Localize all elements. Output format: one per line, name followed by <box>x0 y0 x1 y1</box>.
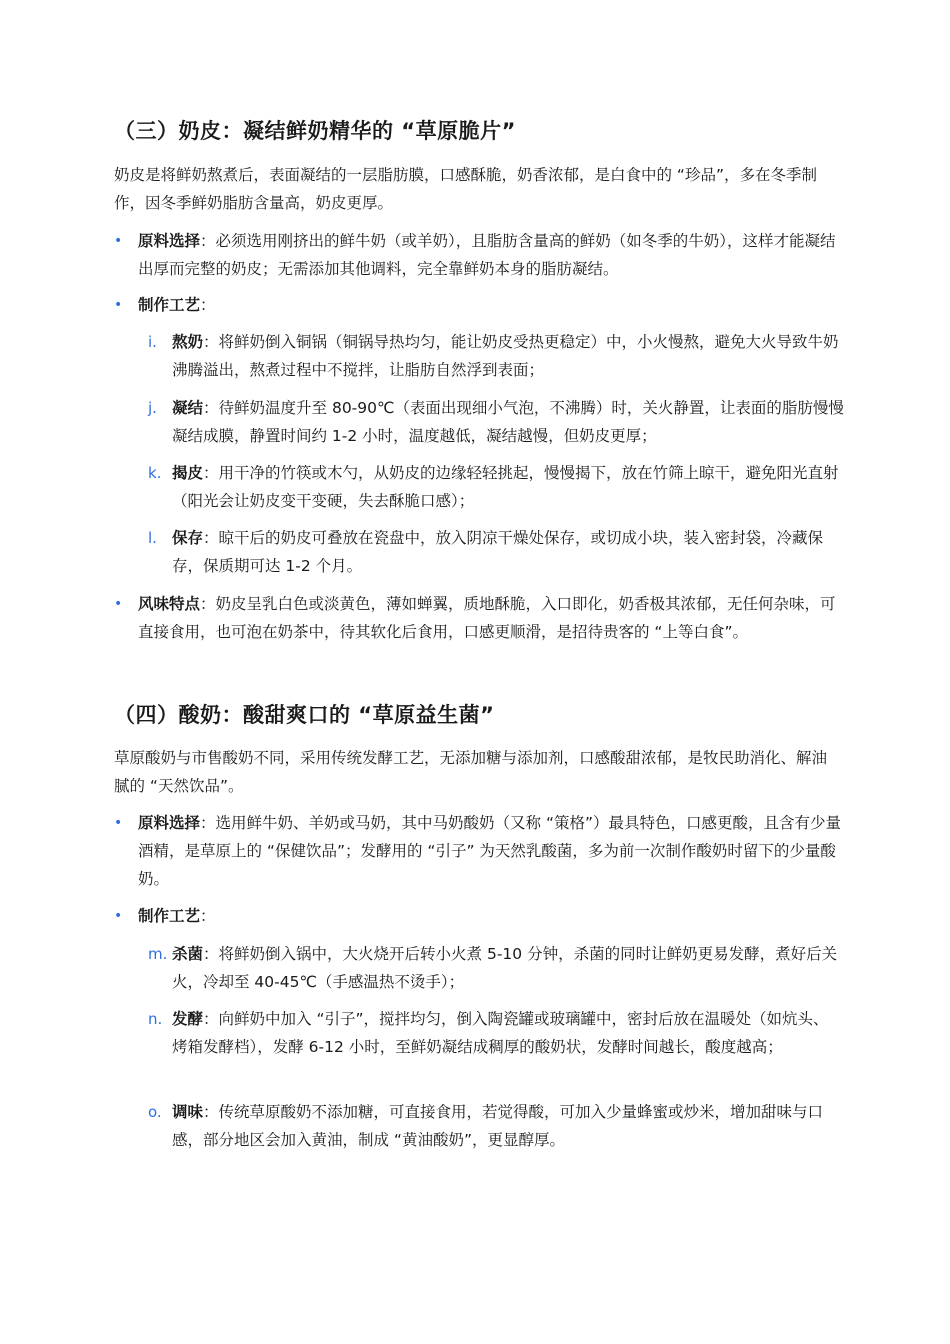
step-separator: ： <box>203 945 219 963</box>
bullet-dot-icon: • <box>114 297 123 313</box>
step-separator: ： <box>203 529 219 547</box>
step-label: 发酵 <box>172 1010 204 1028</box>
step-marker: n. <box>148 1010 163 1028</box>
step-marker: m. <box>148 945 168 963</box>
bullet-separator: ： <box>200 232 216 250</box>
step-marker: o. <box>148 1103 162 1121</box>
step-label: 保存 <box>172 529 204 547</box>
bullet-dot-icon: • <box>114 815 123 831</box>
bullet-label: 风味特点 <box>138 595 201 613</box>
step-label: 熬奶 <box>172 333 204 351</box>
step-separator: ： <box>203 1010 219 1028</box>
bullet-dot-icon: • <box>114 233 123 249</box>
step-separator: ： <box>203 1103 219 1121</box>
step-separator: ： <box>203 333 219 351</box>
bullet-label: 原料选择 <box>138 814 201 832</box>
bullet-dot-icon: • <box>114 596 123 612</box>
step-text: 将鲜奶倒入铜锅（铜锅导热均匀，能让奶皮受热更稳定）中，小火慢熬，避免大火导致牛奶沸腾溢出，熬煮过程中不搅拌，让脂肪自然浮到表面； <box>172 333 839 379</box>
bullet-text: 必须选用刚挤出的鲜牛奶（或羊奶），且脂肪含量高的鲜奶（如冬季的牛奶），这样才能凝结出厚而完整的奶皮；无需添加其他调料，完全靠鲜奶本身的脂肪凝结。 <box>138 232 836 278</box>
bullet-label: 制作工艺 <box>138 296 201 314</box>
step-label: 调味 <box>172 1103 204 1121</box>
step-text: 传统草原酸奶不添加糖，可直接食用，若觉得酸，可加入少量蜂蜜或炒米，增加甜味与口感，部分地区会加入黄油，制成 “黄油酸奶”，更显醇厚。 <box>172 1103 824 1149</box>
bullet-label: 制作工艺 <box>138 907 201 925</box>
step-separator: ： <box>203 399 219 417</box>
step-marker: l. <box>148 529 157 547</box>
step-marker: k. <box>148 464 162 482</box>
step-label: 揭皮 <box>172 464 204 482</box>
step-text: 将鲜奶倒入锅中，大火烧开后转小火煮 5-10 分钟，杀菌的同时让鲜奶更易发酵，煮好后关火，冷却至 40-45℃（手感温热不烫手）； <box>172 945 838 991</box>
bullet-separator: ： <box>200 907 216 925</box>
step-label: 杀菌 <box>172 945 204 963</box>
step-marker: i. <box>148 333 157 351</box>
section-3-intro: 奶皮是将鲜奶熬煮后，表面凝结的一层脂肪膜，口感酥脆，奶香浓郁，是白食中的 “珍品”，多在冬季制作，因冬季鲜奶脂肪含量高，奶皮更厚。 <box>114 166 817 212</box>
step-text: 晾干后的奶皮可叠放在瓷盘中，放入阴凉干燥处保存，或切成小块，装入密封袋，冷藏保存，保质期可达 1-2 个月。 <box>172 529 824 575</box>
section-4-intro: 草原酸奶与市售酸奶不同，采用传统发酵工艺，无添加糖与添加剂，口感酸甜浓郁，是牧民助消化、解油腻的 “天然饮品”。 <box>114 749 828 795</box>
bullet-dot-icon: • <box>114 908 123 924</box>
bullet-label: 原料选择 <box>138 232 201 250</box>
step-text: 向鲜奶中加入 “引子”，搅拌均匀，倒入陶瓷罐或玻璃罐中，密封后放在温暖处（如炕头、烤箱发酵档），发酵 6-12 小时，至鲜奶凝结成稠厚的酸奶状，发酵时间越长，酸度越高； <box>172 1010 829 1056</box>
bullet-separator: ： <box>200 595 216 613</box>
bullet-separator: ： <box>200 296 216 314</box>
bullet-separator: ： <box>200 814 216 832</box>
section-3-title: （三）奶皮：凝结鲜奶精华的 “草原脆片” <box>114 119 516 143</box>
step-marker: j. <box>148 399 157 417</box>
step-text: 用干净的竹筷或木勺，从奶皮的边缘轻轻挑起，慢慢揭下，放在竹筛上晾干，避免阳光直射（阳光会让奶皮变干变硬，失去酥脆口感）； <box>172 464 839 510</box>
step-separator: ： <box>203 464 219 482</box>
step-label: 凝结 <box>172 399 204 417</box>
bullet-text: 奶皮呈乳白色或淡黄色，薄如蝉翼，质地酥脆，入口即化，奶香极其浓郁，无任何杂味，可直接食用，也可泡在奶茶中，待其软化后食用，口感更顺滑，是招待贵客的 “上等白食”。 <box>138 595 836 641</box>
step-text: 待鲜奶温度升至 80-90℃（表面出现细小气泡，不沸腾）时，关火静置，让表面的脂肪慢慢凝结成膜，静置时间约 1-2 小时，温度越低，凝结越慢，但奶皮更厚； <box>172 399 844 445</box>
bullet-text: 选用鲜牛奶、羊奶或马奶，其中马奶酸奶（又称 “策格”）最具特色，口感更酸，且含有少量酒精，是草原上的 “保健饮品”；发酵用的 “引子” 为天然乳酸菌，多为前一次制作酸奶时留下的少量酸奶。 <box>138 814 842 888</box>
section-4-title: （四）酸奶：酸甜爽口的 “草原益生菌” <box>114 703 495 727</box>
